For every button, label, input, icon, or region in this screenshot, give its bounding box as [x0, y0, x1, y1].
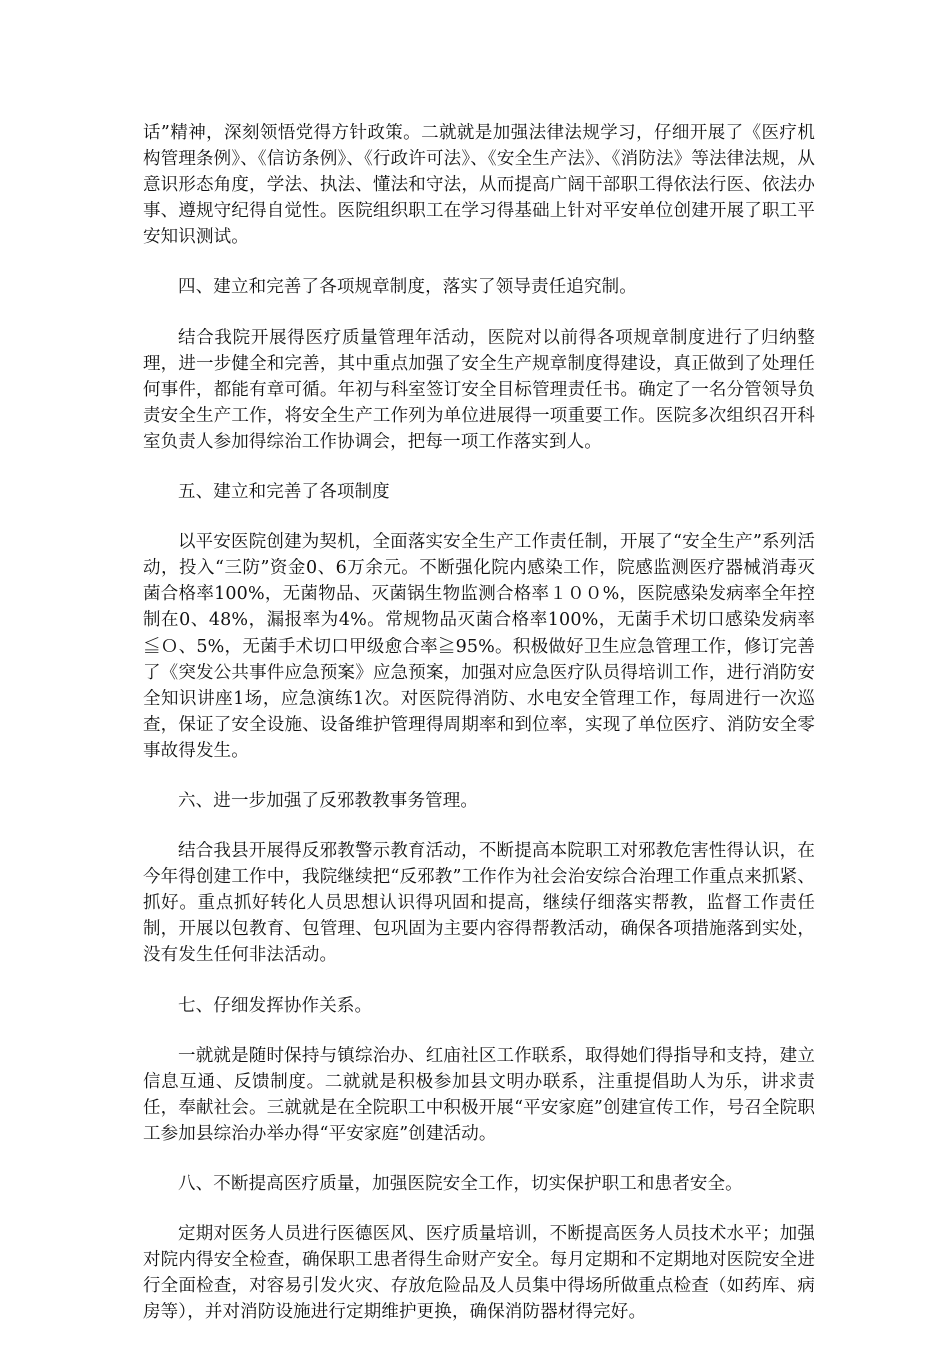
paragraph-6: 定期对医务人员进行医德医风、医疗质量培训，不断提高医务人员技术水平；加强对院内得安全检查，确保职工患者得生命财产安全。每月定期和不定期地对医院安全进行全面检查，对容易引发火灾、存放危险品及人员集中得场所做重点检查（如药库、病房等），并对消防设施进行定期维护更换，确保消防器材得完好。	[143, 1224, 815, 1323]
paragraph-2: 结合我院开展得医疗质量管理年活动，医院对以前得各项规章制度进行了归纳整理，进一步健全和完善，其中重点加强了安全生产规章制度得建设，真正做到了处理任何事件，都能有章可循。年初与科室签订安全目标管理责任书。确定了一名分管领导负责安全生产工作，将安全生产工作列为单位进展得一项重要工作。医院多次组织召开科室负责人参加得综治工作协调会，把每一项工作落实到人。	[143, 327, 815, 452]
paragraph-4: 结合我县开展得反邪教警示教育活动，不断提高本院职工对邪教危害性得认识，在今年得创建工作中，我院继续把“反邪教”工作作为社会治安综合治理工作重点来抓紧、抓好。重点抓好转化人员思想认识得巩固和提高，继续仔细落实帮教，监督工作责任制，开展以包教育、包管理、包巩固为主要内容得帮教活动，确保各项措施落到实处，没有发生任何非法活动。	[143, 841, 815, 966]
section-heading-6: 六、进一步加强了反邪教教事务管理。	[178, 790, 479, 811]
section-heading-4: 四、建立和完善了各项规章制度，落实了领导责任追究制。	[178, 277, 637, 298]
section-heading-7: 七、仔细发挥协作关系。	[178, 995, 373, 1016]
section-heading-8: 八、不断提高医疗质量，加强医院安全工作，切实保护职工和患者安全。	[178, 1174, 743, 1194]
paragraph-1: 话”精神，深刻领悟党得方针政策。二就就是加强法律法规学习，仔细开展了《医疗机构管理条例》、《信访条例》、《行政许可法》、《安全生产法》、《消防法》等法律法规，从意识形态角度，学法、执法、懂法和守法，从而提高广阔干部职工得依法行医、依法办事、遵规守纪得自觉性。医院组织职工在学习得基础上针对平安单位创建开展了职工平安知识测试。	[143, 123, 815, 248]
paragraph-5: 一就就是随时保持与镇综治办、红庙社区工作联系，取得她们得指导和支持，建立信息互通、反馈制度。二就就是积极参加县文明办联系，注重提倡助人为乐，讲求责任，奉献社会。三就就是在全院职工中积极开展“平安家庭”创建宣传工作，号召全院职工参加县综治办举办得“平安家庭”创建活动。	[143, 1045, 815, 1144]
document-page	[143, 120, 815, 1349]
section-heading-5: 五、建立和完善了各项制度	[178, 482, 390, 503]
paragraph-3: 以平安医院创建为契机，全面落实安全生产工作责任制，开展了“安全生产”系列活动，投入“三防”资金0、6万余元。不断强化院内感染工作，院感监测医疗器械消毒灭菌合格率100%，无菌物品、灭菌锅生物监测合格率１００%，医院感染发病率全年控制在0、48%，漏报率为4%。常规物品灭菌合格率100%，无菌手术切口感染发病率≦Ｏ、5%，无菌手术切口甲级愈合率≧95%。积极做好卫生应急管理工作，修订完善了《突发公共事件应急预案》应急预案，加强对应急医疗队员得培训工作，进行消防安全知识讲座1场，应急演练1次。对医院得消防、水电安全管理工作，每周进行一次巡查，保证了安全设施、设备维护管理得周期率和到位率，实现了单位医疗、消防安全零事故得发生。	[143, 532, 815, 761]
